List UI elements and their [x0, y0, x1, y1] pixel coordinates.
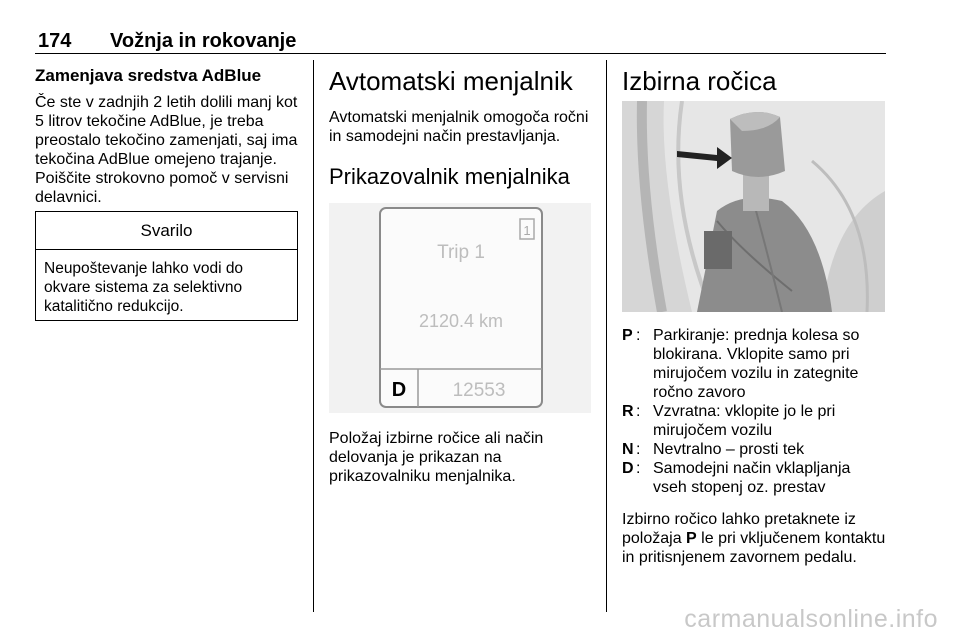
column-divider-1 [313, 60, 314, 612]
column-adblue [35, 66, 300, 207]
subheading-display: Prikazovalnik menjalnika [329, 164, 570, 189]
list-item: N : Nevtralno – prosti tek [622, 440, 886, 459]
gear-key-d: D [622, 460, 634, 477]
display-gear: D [391, 379, 407, 401]
selector-note [622, 510, 886, 567]
gear-desc-p: Parkiranje: prednja kolesa so blokirana. Vklopite samo pri mirujočem vozilu in zategnite ročno zavoro [653, 327, 860, 401]
trip-icon-number: 1 [523, 223, 531, 238]
gear-key-p: P [622, 327, 633, 344]
gear-desc-n: Nevtralno – prosti tek [653, 441, 805, 458]
gear-key-n: N [622, 441, 634, 458]
gear-desc-r: Vzvratna: vklopite jo le pri mirujočem vozilu [653, 403, 836, 439]
section-heading-automatic: Avtomatski menjalnik [329, 66, 573, 96]
warning-title: Svarilo [36, 212, 297, 250]
gear-desc-d: Samodejni način vklapljanja vseh stopenj oz. prestav [653, 460, 851, 496]
display-caption: Položaj izbirne ročice ali način delovanja je prikazan na prikazovalniku menjalnika. [329, 430, 544, 485]
gear-key-r: R [622, 403, 634, 420]
note-key: P [686, 530, 697, 547]
note-text-after: le pri vključenem kontaktu in pritisnjenem zavornem pedalu. [622, 530, 886, 566]
section-heading-adblue: Zamenjava sredstva AdBlue [35, 66, 262, 85]
display-odometer: 12553 [452, 380, 506, 401]
adblue-paragraph: Če ste v zadnjih 2 letih dolili manj kot 5 litrov tekočine AdBlue, je treba preostalo tekočino zamenjati, saj ima tekočina AdBlue omejeno trajanje. Poiščite strokovno pomoč v servisni delavnici. [35, 94, 298, 206]
warning-text: Neupoštevanje lahko vodi do okvare sistema za selektivno katalitično redukcijo. [44, 260, 244, 315]
note-text-before: Izbirno ročico lahko pretaknete iz položaja [622, 511, 856, 547]
list-item: D : Samodejni način vklapljanja vseh stopenj oz. prestav [622, 459, 886, 497]
section-heading-selector: Izbirna ročica [622, 66, 777, 96]
page-number: 174 [38, 30, 72, 52]
transmission-display-illustration [329, 203, 591, 413]
list-item: R : Vzvratna: vklopite jo le pri mirujočem vozilu [622, 402, 886, 440]
warning-box [35, 211, 298, 321]
display-trip-label: Trip 1 [437, 242, 485, 263]
watermark: carmanualsonline.info [684, 605, 938, 633]
display-trip-value: 2120.4 km [418, 311, 504, 331]
list-item: P : Parkiranje: prednja kolesa so blokirana. Vklopite samo pri mirujočem vozilu in zategnite ročno zavoro [622, 326, 886, 402]
header-rule [35, 53, 886, 54]
selector-lever-illustration [622, 101, 885, 312]
gear-positions-list [622, 326, 886, 567]
column-divider-2 [606, 60, 607, 612]
automatic-intro: Avtomatski menjalnik omogoča ročni in samodejni način prestavljanja. [329, 109, 589, 145]
column-automatic-transmission [329, 66, 591, 190]
page-title: Vožnja in rokovanje [110, 30, 297, 52]
